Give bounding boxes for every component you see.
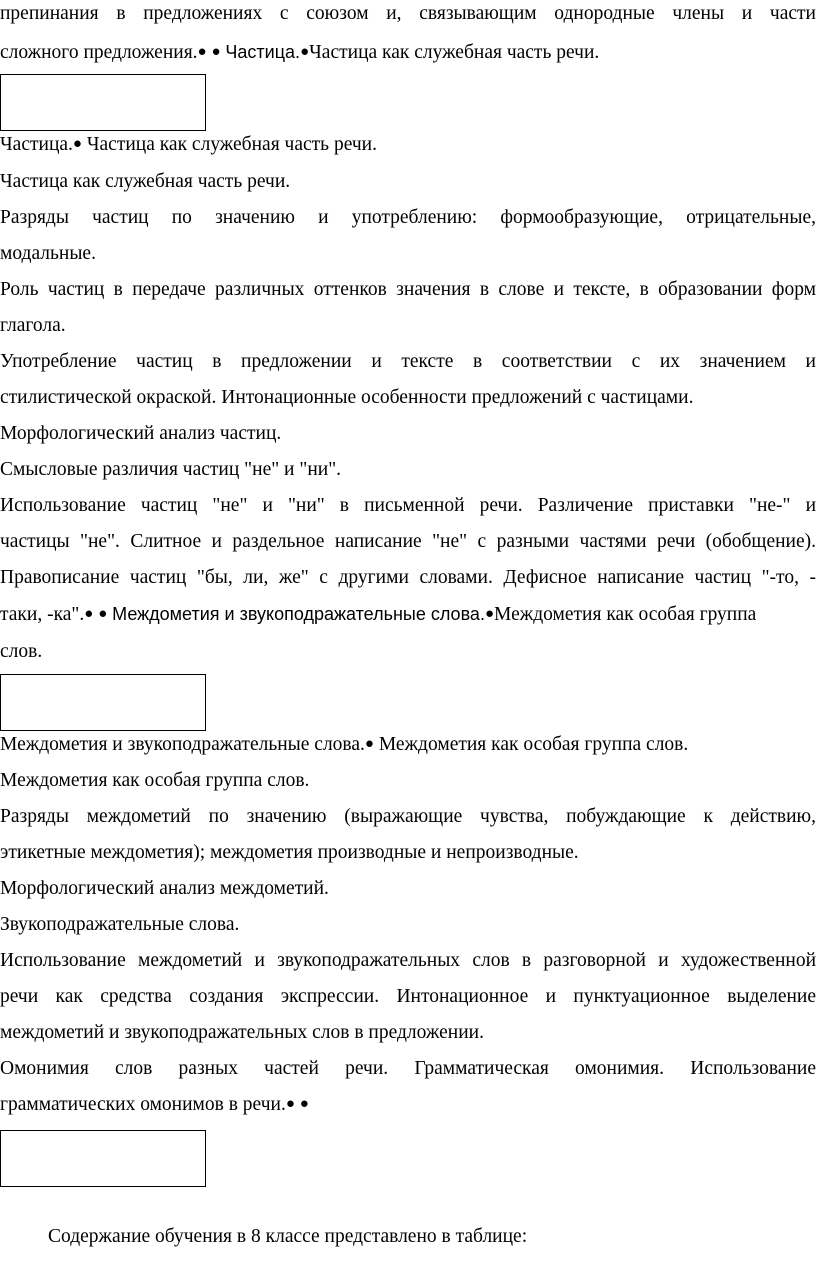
bullet-icon: ●: [300, 44, 310, 60]
bullet-icon: ●: [72, 136, 82, 152]
paragraph-line: речи как средства создания экспрессии. Интонационное и пунктуационное выделение: [0, 986, 816, 1007]
paragraph-line: Правописание частиц "бы, ли, же" с другими словами. Дефисное написание частиц "-то, -: [0, 567, 816, 588]
paragraph-line: этикетные междометия); междометия производные и непроизводные.: [0, 842, 579, 863]
bullet-icon: ●: [299, 1096, 309, 1112]
section-title: Междометия как особая группа слов.: [0, 770, 310, 791]
paragraph-line: Морфологический анализ частиц.: [0, 423, 282, 444]
bullet-icon: ●: [98, 606, 108, 622]
paragraph-line: Роль частиц в передаче различных оттенков значения в слове и тексте, в образовании форм: [0, 279, 816, 300]
paragraph-line: стилистической окраской. Интонационные особенности предложений с частицами.: [0, 387, 694, 408]
paragraph-line: Звукоподражательные слова.: [0, 914, 240, 935]
paragraph-line: Омонимия слов разных частей речи. Грамматическая омонимия. Использование: [0, 1058, 816, 1079]
bullet-icon: ●: [364, 736, 374, 752]
bullet-icon: ●: [84, 606, 94, 622]
paragraph-line: грамматических омонимов в речи.● ●: [0, 1094, 309, 1115]
section-heading: Частица.● Частица как служебная часть речи.: [0, 134, 377, 155]
bullet-icon: ●: [285, 1096, 295, 1112]
paragraph-line: Использование междометий и звукоподражательных слов в разговорной и художественной: [0, 950, 816, 971]
paragraph-line: Разряды частиц по значению и употреблению: формообразующие, отрицательные,: [0, 207, 816, 228]
paragraph-line: Смысловые различия частиц "не" и "ни".: [0, 459, 342, 480]
empty-frame: [0, 1130, 206, 1187]
paragraph-line: Употребление частиц в предложении и тексте в соответствии с их значением и: [0, 351, 816, 372]
section-heading: Междометия и звукоподражательные слова.● Междометия как особая группа слов.: [0, 734, 689, 755]
closing-sentence: Содержание обучения в 8 классе представлено в таблице:: [48, 1226, 528, 1247]
paragraph-line: Разряды междометий по значению (выражающие чувства, побуждающие к действию,: [0, 806, 816, 827]
bullet-icon: ●: [484, 606, 495, 622]
paragraph-line: Использование частиц "не" и "ни" в письменной речи. Различение приставки "не-" и: [0, 495, 816, 516]
paragraph-line: таки, -ка".● ● Междометия и звукоподражательные слова.●Междометия как особая группа: [0, 604, 757, 625]
empty-frame: [0, 74, 206, 131]
paragraph-line: слов.: [0, 641, 43, 662]
paragraph-line: Морфологический анализ междометий.: [0, 878, 329, 899]
empty-frame: [0, 674, 206, 731]
paragraph-line: препинания в предложениях с союзом и, связывающим однородные члены и части: [0, 3, 816, 24]
paragraph-line: частицы "не". Слитное и раздельное написание "не" с разными частями речи (обобщение).: [0, 531, 816, 552]
paragraph-line: глагола.: [0, 315, 66, 336]
paragraph-line: междометий и звукоподражательных слов в предложении.: [0, 1022, 484, 1043]
paragraph-line: модальные.: [0, 243, 96, 264]
bullet-icon: ●: [197, 44, 207, 60]
paragraph-line: сложного предложения.● ● Частица.●Частица как служебная часть речи.: [0, 42, 600, 63]
bullet-icon: ●: [211, 44, 221, 60]
section-title: Частица как служебная часть речи.: [0, 171, 291, 192]
